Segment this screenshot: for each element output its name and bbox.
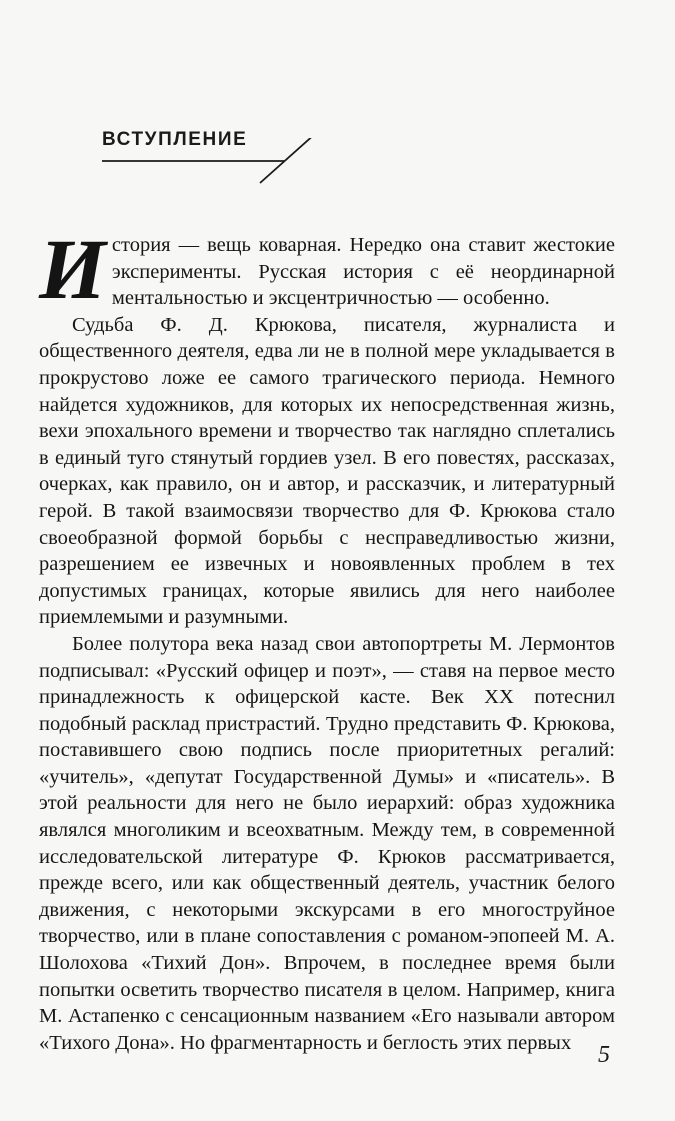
paragraph-1-text: стория — вещь коварная. Нередко она ставит жестокие эксперименты. Русская история с её неординарной ментальностью и эксцентричностью — особенно. xyxy=(111,234,615,310)
chapter-title: ВСТУПЛЕНИЕ xyxy=(102,129,248,150)
paragraph-3: Более полутора века назад свои автопортреты М. Лермонтов подписывал: «Русский офицер и поэт», — ставя на первое место принадлежность к офицерской касте. Век XX потеснил подобный расклад пристрастий. Трудно представить Ф. Крюкова, поставившего свою подпись после приоритетных регалий: «учитель», «депутат Государственной Думы» и «писатель». В этой реальности для него не было иерархий: образ художника являлся многоликим и всеохватным. Между тем, в современной исследовательской литературе Ф. Крюков рассматривается, прежде всего, или как общественный деятель, участник белого движения, с некоторыми экскурсами в его многоструйное творчество, или в плане сопоставления с романом-эпопеей М. А. Шолохова «Тихий Дон». Впрочем, в последнее время были попытки осветить творчество писателя в целом. Например, книга М. Астапенко с сенсационным названием «Его называли автором «Тихого Дона». Но фрагментарность и беглость этих первых xyxy=(39,632,615,1054)
page-number: 5 xyxy=(598,1042,610,1068)
chapter-heading xyxy=(102,128,342,180)
drop-cap: И xyxy=(39,221,106,317)
paragraph-2: Судьба Ф. Д. Крюкова, писателя, журналиста и общественного деятеля, едва ли не в полной мере укладывается в прокрустово ложе ее самого трагического периода. Немного найдется художников, для которых их непосредственная жизнь, вехи эпохального времени и творчество так наглядно сплетались в единый туго стянутый гордиев узел. В его повестях, рассказах, очерках, как правило, он и автор, и рассказчик, и литературный герой. В такой взаимосвязи творчество для Ф. Крюкова стало своеобразной формой борьбы с несправедливостью жизни, разрешением ее извечных и новоявленных проблем в тех допустимых границах, которые явились для него наиболее приемлемыми и разумными. xyxy=(39,313,615,629)
paragraph-1 xyxy=(39,221,615,317)
body-text xyxy=(39,221,615,1056)
